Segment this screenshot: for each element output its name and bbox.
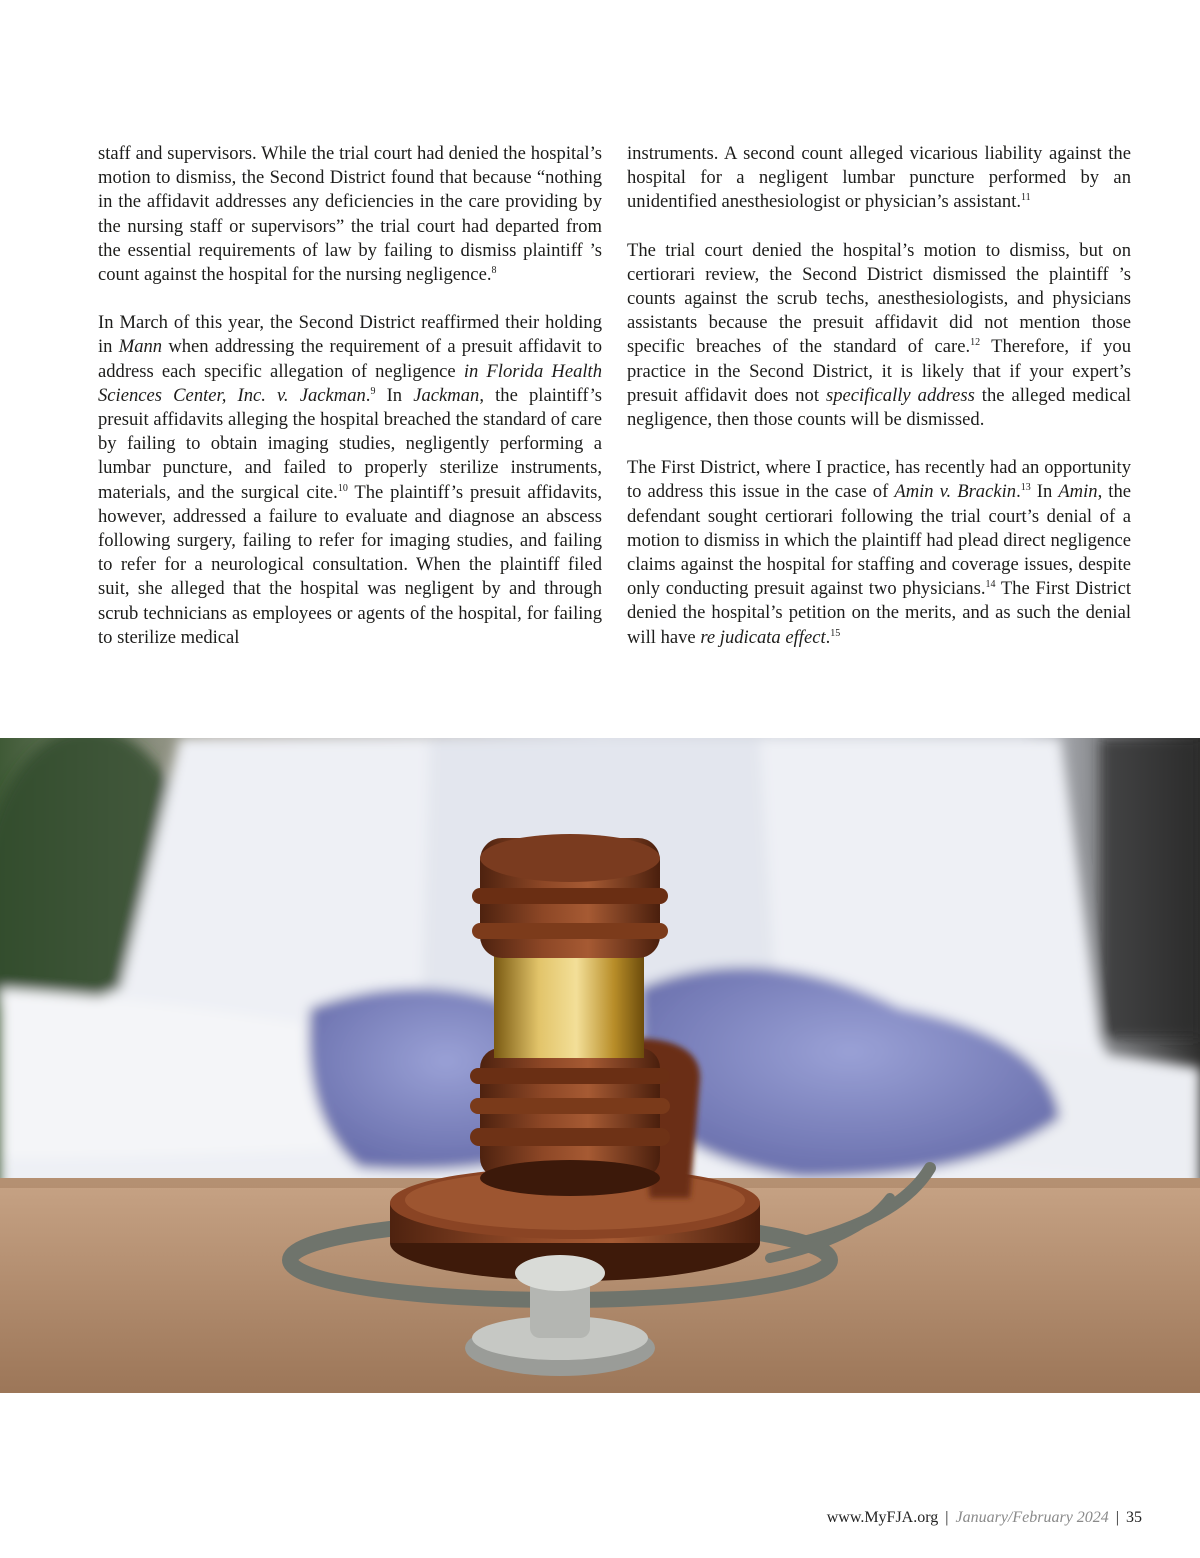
text-run: In xyxy=(1030,481,1059,503)
text-run: The First District, where I practice, has recently had an opportunity to address this issue in the case of xyxy=(627,457,1131,503)
text-run: In xyxy=(375,384,414,406)
text-run: In March of this year, the Second District reaffirmed their holding in xyxy=(98,312,602,358)
footnote-ref: 14 xyxy=(985,579,996,591)
paragraph xyxy=(627,456,1131,650)
article-left-column xyxy=(98,142,602,650)
italic-text: Mann xyxy=(118,336,163,358)
text-run: . xyxy=(825,626,831,648)
footnote-ref: 13 xyxy=(1020,482,1031,494)
text-run: when addressing the requirement of a presuit affidavit to address each specific allegation of negligence xyxy=(98,336,602,382)
text-run: The First District denied the hospital’s petition on the merits, and as such the denial will have xyxy=(627,578,1131,648)
paragraph xyxy=(98,311,602,650)
italic-text: in Florida Health Sciences Center, Inc. v. Jackman xyxy=(98,360,602,406)
page-footer xyxy=(827,1509,1142,1527)
text-run: . xyxy=(1016,481,1021,503)
text-run: , the plaintiff’s presuit affidavits alleging the hospital breached the standard of care by failing to obtain imaging studies, negligently performing a lumbar puncture, and failed to properly sterilize instruments, materials, and the surgical cite. xyxy=(98,384,602,503)
italic-text: Amin v. Brackin xyxy=(894,481,1017,503)
text-run: staff and supervisors. While the trial court had denied the hospital’s motion to dismiss, the Second District found that because “nothing in the affidavit addresses any deficiencies in the care providing by the nursing staff or supervisors” the trial court had departed from the essential requirements of law by failing to dismiss plaintiff ’s count against the hospital for the nursing negligence. xyxy=(98,143,602,286)
page-number: 35 xyxy=(1126,1509,1142,1526)
footnote-ref: 12 xyxy=(970,337,981,349)
footer-separator: | xyxy=(945,1509,949,1526)
italic-text: specifically address xyxy=(826,384,975,406)
text-run: The plaintiff’s presuit affidavits, however, addressed a failure to evaluate and diagnose an abscess following surgery, failing to refer for imaging studies, and failing to refer for a neurological consultation. When the plaintiff filed suit, she alleged that the hospital was negligent by and through scrub technicians as employees or agents of the hospital, for failing to sterilize medical xyxy=(98,481,602,648)
italic-text: re judicata effect xyxy=(700,626,826,648)
issue-date: January/February 2024 xyxy=(955,1509,1109,1526)
footnote-ref: 9 xyxy=(370,385,376,397)
article-right-column xyxy=(627,142,1131,650)
text-run: , the defendant sought certiorari following the trial court’s denial of a motion to dismiss in which the plaintiff had plead direct negligence claims against the hospital for staffing and coverage issues, despite only conducting presuit against two physicians. xyxy=(627,481,1131,600)
italic-text: Jackman xyxy=(413,384,480,406)
footnote-ref: 15 xyxy=(830,627,841,639)
paragraph xyxy=(627,142,1131,215)
italic-text: Amin xyxy=(1058,481,1098,503)
footer-separator-2: | xyxy=(1115,1509,1119,1526)
text-run: The trial court denied the hospital’s motion to dismiss, but on certiorari review, the Second District dismissed the plaintiff ’s counts against the scrub techs, anesthesiologists, and physicians assistants because the presuit affidavit did not mention those specific breaches of the standard of care. xyxy=(627,239,1131,358)
text-run: instruments. A second count alleged vicarious liability against the hospital for a negligent lumbar puncture performed by an unidentified anesthesiologist or physician’s assistant. xyxy=(627,143,1131,213)
gavel-stethoscope-photo xyxy=(0,738,1200,1393)
site-url[interactable]: www.MyFJA.org xyxy=(826,1509,939,1526)
text-run: Therefore, if you practice in the Second District, it is likely that if your expert’s presuit affidavit does not xyxy=(627,336,1131,406)
paragraph xyxy=(98,142,602,287)
footnote-ref: 10 xyxy=(337,482,348,494)
footnote-ref: 8 xyxy=(491,265,497,277)
text-run: . xyxy=(365,384,371,406)
paragraph xyxy=(627,239,1131,433)
footnote-ref: 11 xyxy=(1021,192,1031,204)
text-run: the alleged medical negligence, then those counts will be dismissed. xyxy=(627,384,1131,431)
